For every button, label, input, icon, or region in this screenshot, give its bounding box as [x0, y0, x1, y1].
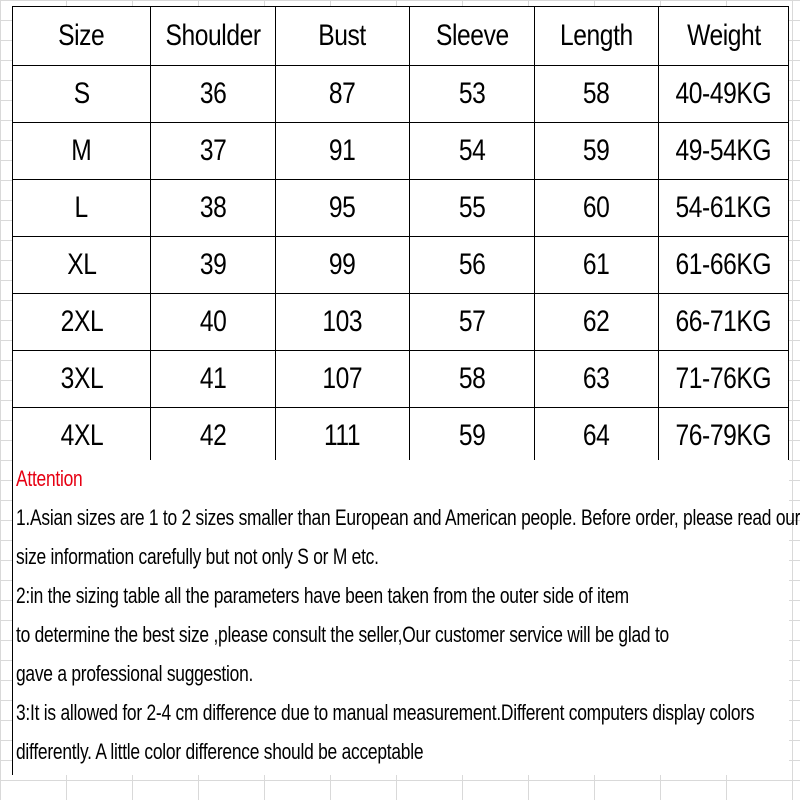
- shoulder-cell: 39: [151, 237, 276, 294]
- table-row: [13, 294, 789, 351]
- bust-cell: 99: [276, 237, 410, 294]
- bust-cell: 95: [276, 180, 410, 237]
- weight-cell: 49-54KG: [659, 123, 789, 180]
- table-row: [13, 408, 789, 465]
- weight-cell: 66-71KG: [659, 294, 789, 351]
- header-size: Size: [13, 7, 151, 66]
- length-cell: 63: [535, 351, 659, 408]
- size-chart-table: [12, 6, 789, 465]
- table-row: [13, 123, 789, 180]
- size-cell: S: [13, 66, 151, 123]
- bust-cell: 87: [276, 66, 410, 123]
- shoulder-cell: 40: [151, 294, 276, 351]
- shoulder-cell: 38: [151, 180, 276, 237]
- sleeve-cell: 54: [410, 123, 535, 180]
- header-shoulder: Shoulder: [151, 7, 276, 66]
- size-cell: 2XL: [13, 294, 151, 351]
- size-cell: 3XL: [13, 351, 151, 408]
- bust-cell: 111: [276, 408, 410, 465]
- length-cell: 64: [535, 408, 659, 465]
- table-header-row: [13, 7, 789, 66]
- sleeve-cell: 55: [410, 180, 535, 237]
- shoulder-cell: 37: [151, 123, 276, 180]
- weight-cell: 61-66KG: [659, 237, 789, 294]
- length-cell: 58: [535, 66, 659, 123]
- note-line: to determine the best size ,please consult the seller,Our customer service will be glad to: [16, 622, 669, 647]
- weight-cell: 40-49KG: [659, 66, 789, 123]
- length-cell: 60: [535, 180, 659, 237]
- note-line: differently. A little color difference should be acceptable: [16, 739, 424, 764]
- weight-cell: 54-61KG: [659, 180, 789, 237]
- weight-cell: 76-79KG: [659, 408, 789, 465]
- size-cell: L: [13, 180, 151, 237]
- weight-cell: 71-76KG: [659, 351, 789, 408]
- shoulder-cell: 36: [151, 66, 276, 123]
- bust-cell: 107: [276, 351, 410, 408]
- sleeve-cell: 56: [410, 237, 535, 294]
- note-line: gave a professional suggestion.: [16, 661, 254, 686]
- size-cell: XL: [13, 237, 151, 294]
- table-row: [13, 180, 789, 237]
- sizing-notes: [12, 460, 800, 775]
- note-line: 3:It is allowed for 2-4 cm difference due to manual measurement.Different computers display colors: [16, 700, 755, 725]
- shoulder-cell: 42: [151, 408, 276, 465]
- length-cell: 62: [535, 294, 659, 351]
- attention-heading: Attention: [16, 466, 83, 491]
- header-sleeve: Sleeve: [410, 7, 535, 66]
- bust-cell: 91: [276, 123, 410, 180]
- bust-cell: 103: [276, 294, 410, 351]
- length-cell: 59: [535, 123, 659, 180]
- size-cell: 4XL: [13, 408, 151, 465]
- header-length: Length: [535, 7, 659, 66]
- table-row: [13, 237, 789, 294]
- sleeve-cell: 53: [410, 66, 535, 123]
- size-cell: M: [13, 123, 151, 180]
- table-row: [13, 351, 789, 408]
- note-line: 1.Asian sizes are 1 to 2 sizes smaller than European and American people. Before order, please read our: [16, 505, 800, 530]
- note-line: size information carefully but not only S or M etc.: [16, 544, 379, 569]
- note-line: 2:in the sizing table all the parameters have been taken from the outer side of item: [16, 583, 629, 608]
- sleeve-cell: 57: [410, 294, 535, 351]
- header-weight: Weight: [659, 7, 789, 66]
- shoulder-cell: 41: [151, 351, 276, 408]
- length-cell: 61: [535, 237, 659, 294]
- header-bust: Bust: [276, 7, 410, 66]
- sleeve-cell: 58: [410, 351, 535, 408]
- sleeve-cell: 59: [410, 408, 535, 465]
- table-row: [13, 66, 789, 123]
